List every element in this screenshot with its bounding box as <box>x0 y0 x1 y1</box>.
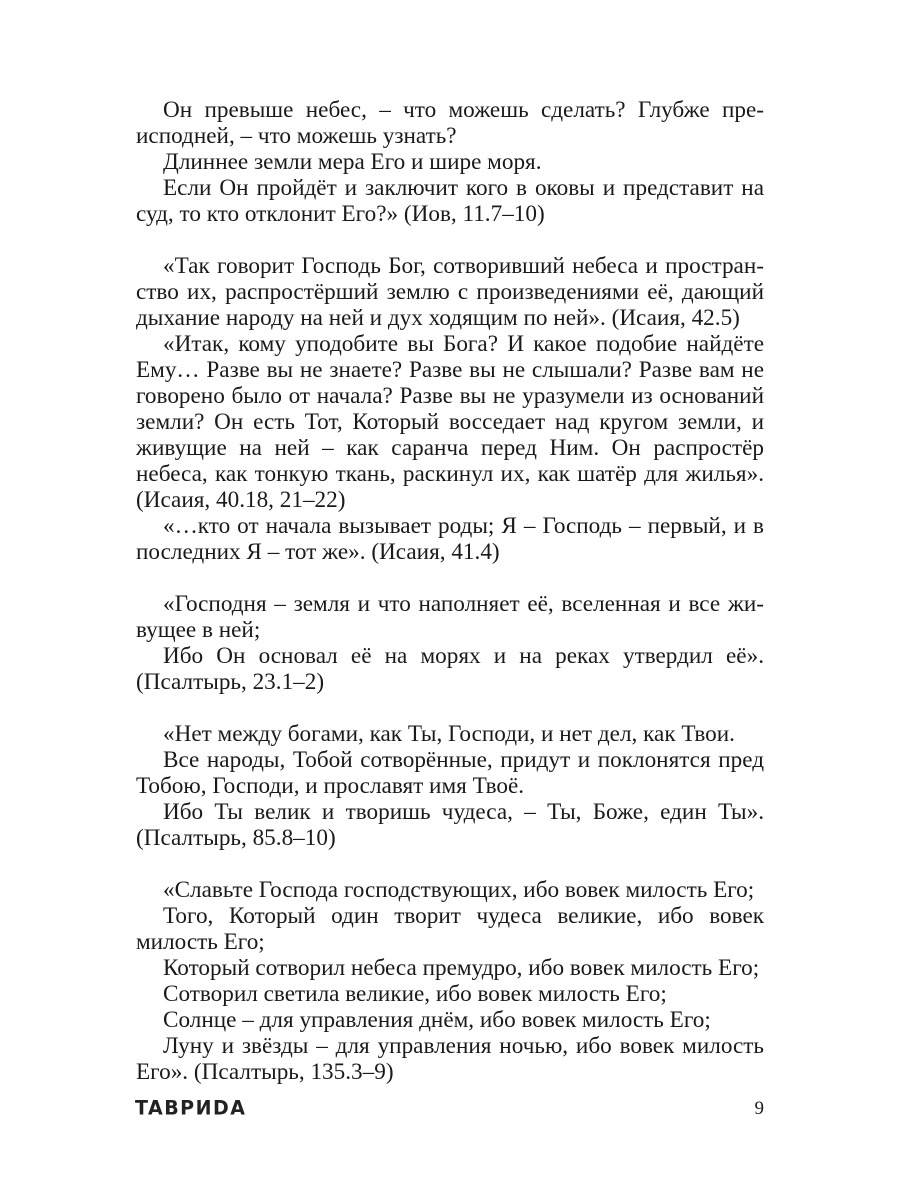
paragraph: «Нет между богами, как Ты, Господи, и нет дел, как Твои. <box>163 721 735 747</box>
paragraph: Сотворил светила великие, ибо вовек милость Его; <box>163 981 667 1007</box>
publisher-logo: TABPИDA <box>135 1096 247 1120</box>
paragraph: Ибо Ты велик и творишь чудеса, – Ты, Боже, един Ты». (Псалтырь, 85.8–10) <box>136 799 764 851</box>
paragraph: «Славьте Господа господствующих, ибо вовек милость Его; <box>163 877 755 903</box>
paragraph-gap <box>136 851 764 877</box>
page-body <box>136 97 764 1085</box>
paragraph: Длиннее земли мера Его и шире моря. <box>163 149 542 175</box>
paragraph: Ибо Он основал её на морях и на реках утвердил её». (Псалтырь, 23.1–2) <box>136 643 764 695</box>
paragraph: «Господня – земля и что наполняет её, вселенная и все живущее в ней; <box>136 591 764 643</box>
paragraph-gap <box>136 227 764 253</box>
page-number: 9 <box>754 1098 764 1119</box>
paragraph: Того, Который один творит чудеса великие, ибо вовек милость Его; <box>136 903 764 955</box>
paragraph-gap <box>136 695 764 721</box>
paragraph: Солнце – для управления днём, ибо вовек милость Его; <box>163 1007 711 1033</box>
paragraph: «…кто от начала вызывает роды; Я – Господь – первый, и в последних Я – тот же». (Исаия, 41.4) <box>136 513 764 565</box>
paragraph: Который сотворил небеса премудро, ибо вовек милость Его; <box>163 955 760 981</box>
paragraph: Он превыше небес, – что можешь сделать? Глубже преисподней, – что можешь узнать? <box>136 97 764 149</box>
paragraph: «Так говорит Господь Бог, сотворивший небеса и пространство их, распростёрший землю с произведениями её, дающий дыхание народу на ней и дух ходящим по ней». (Исаия, 42.5) <box>136 253 764 331</box>
paragraph: Все народы, Тобой сотворённые, придут и поклонятся пред Тобою, Господи, и прославят имя Твоё. <box>136 747 764 799</box>
paragraph: «Итак, кому уподобите вы Бога? И какое подобие найдёте Ему… Разве вы не знаете? Разве вы не слышали? Разве вам не говорено было от начала? Разве вы не уразумели из оснований земли? Он есть Тот, Который восседает над кругом земли, и живущие на ней – как саранча перед Ним. Он распростёр небеса, как тонкую ткань, раскинул их, как шатёр для жилья». (Исаия, 40.18, 21–22) <box>136 331 764 513</box>
paragraph: Луну и звёзды – для управления ночью, ибо вовек милость Его». (Псалтырь, 135.3–9) <box>136 1033 764 1085</box>
paragraph-gap <box>136 565 764 591</box>
paragraph: Если Он пройдёт и заключит кого в оковы и представит на суд, то кто отклонит Его?» (Иов, 11.7–10) <box>136 175 764 227</box>
